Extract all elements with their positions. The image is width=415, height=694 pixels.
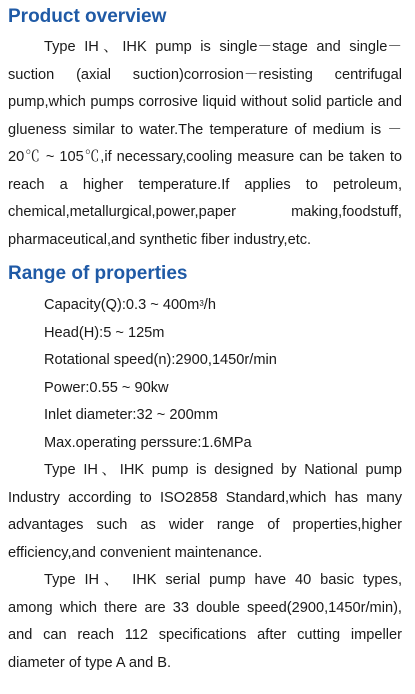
properties-list — [8, 292, 402, 457]
property-max-pressure: Max.operating perssure:1.6MPa — [44, 434, 252, 451]
section-heading-range-of-properties: Range of properties — [8, 263, 188, 284]
capacity-superscript: 3 — [199, 299, 204, 308]
property-power: Power:0.55 ~ 90kw — [44, 379, 169, 396]
section-heading-product-overview: Product overview — [8, 6, 167, 27]
document-page — [8, 0, 402, 677]
property-capacity — [44, 292, 402, 320]
property-inlet-diameter: Inlet diameter:32 ~ 200mm — [44, 407, 218, 423]
types-paragraph: Type IH、 IHK serial pump have 40 basic types, among which there are 33 double speed(2900,1450r/min), and can reach 112 specifications after cutting impeller diameter of type A and B. — [8, 572, 402, 671]
property-rotational-speed: Rotational speed(n):2900,1450r/min — [44, 352, 277, 368]
overview-paragraph: Type IH、IHK pump is single－stage and single－suction (axial suction)corrosion－resisting centrifugal pump,which pumps corrosive liquid without solid particle and glueness similar to water.The temperature of medium is －20℃ ~ 105℃,if necessary,cooling measure can be taken to reach a higher temperature.If applies to petroleum, chemical,metallurgical,power,paper making,foodstuff, pharmaceutical,and synthetic fiber industry,etc. — [8, 39, 402, 248]
property-head: Head(H):5 ~ 125m — [44, 324, 165, 341]
standard-paragraph: Type IH、IHK pump is designed by National pump Industry according to ISO2858 Standard,which has many advantages such as wider range of properties,higher efficiency,and convenient maintenance. — [8, 462, 402, 561]
capacity-unit-suffix: /h — [203, 297, 216, 313]
capacity-text: Capacity(Q):0.3 ~ 400m — [44, 297, 200, 313]
